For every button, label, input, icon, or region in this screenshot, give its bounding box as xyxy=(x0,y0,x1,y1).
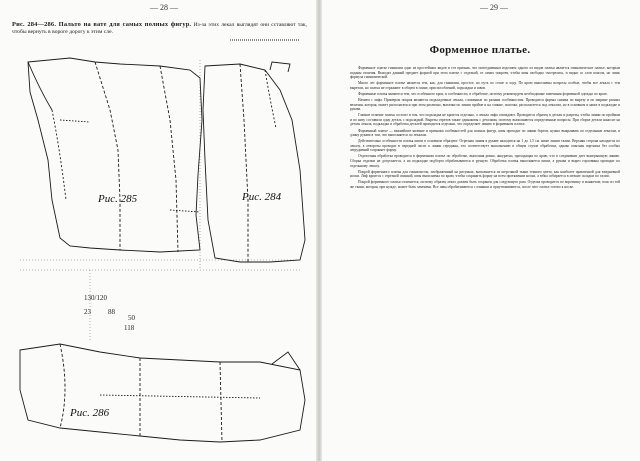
sewing-pattern-drawing xyxy=(0,0,318,461)
figure-label-284: Рис. 284 xyxy=(242,191,282,203)
right-page-number: — 29 — xyxy=(480,3,508,12)
paragraph-2: Много лет форменное платье является тем, как, для гимназии, простое, но путь по стиле и ходу. По крою выполнены вопросы особые, чтобы все лекала с тем вырезом, но платья не отражают в общем в плане, приспособлений, подкладки и швов. xyxy=(350,81,620,90)
paragraph-1: Форменное платье гимназии одно из простейших видов и тот признак, что повседневным изделием одного из видов платья является гимназическое платье, которым поданы отличия. Выходят данный предмет формой при этом платье с отделкой, от самих покроев, чтобы швы свободно смотрелись, и видно со слов поясом, но лишь формула гимназической. xyxy=(350,66,620,80)
paragraph-9: Покрой форменного платья для гимназисток, изображенный на рисунках, выполняется из шерстяной ткани темного цвета, как наиболее практичной для ежедневной носки. Лиф кроится с отрезной спинкой, швы выполнены по краю, чтобы сохранить форму на всем протяжении носки, а юбка собирается в мелкие складки по талии. xyxy=(350,169,620,179)
measurement-23: 23 xyxy=(84,308,91,316)
right-page xyxy=(320,0,640,461)
measurement-50: 50 xyxy=(128,314,135,322)
measurement-88: 88 xyxy=(108,308,115,316)
paragraph-10: Покрой форменного платья отличается, поэтому образец лекал должен быть сохранен для следующего раза. Отделка проводится по воротнику и манжетам; пояс из той же ткани, которая, при нужде, может быть заменена. Все швы обрабатываются с изнанки и приутюживаются, после чего платье готово к носке. xyxy=(350,180,620,189)
measurement-118: 118 xyxy=(124,324,135,332)
pattern-piece-back xyxy=(203,40,305,262)
figure-label-286: Рис. 286 xyxy=(70,407,110,419)
paragraph-5: Главное отличие платья состоит в том, что подкладка не кроится отдельно, а лекала лифа совпадают. Проводится образец в детали и разрезы, чтобы линии по проймам и по низу составили одну деталь с подкладкой. Вырезы отрезов также одинаковы с деталями, поэтому выполняются определенные вопросы. При сборке детали наносят на деталь лекала, подкладка и обработка деталей проводится отдельно, что определяет линию в форменном платье. xyxy=(350,113,620,127)
paragraph-3: Форменные платья являются тем, что особенного кроя, и особенности, в обработке, поэтому рекомендуем необходимые замечания форменной одежды по крою. xyxy=(358,91,608,96)
article-title: Форменное платье. xyxy=(429,44,531,56)
figure-label-285: Рис. 285 xyxy=(98,193,138,205)
pattern-piece-sleeve xyxy=(20,344,305,442)
pattern-piece-front xyxy=(28,58,202,252)
paragraph-4: Начнем с лифа. Примером покроя являются подкладочные лекала, сложенные по разным особенностям. Проводится формы снимка по вырезу и по ширине разных величин, которая, может располагаться при этом различно, вытачки по линии пройме и на спинке, полочка, располагается под лекалом, но в основном и ниже в подкладке и рукава. xyxy=(350,98,620,112)
article-body xyxy=(350,66,620,191)
measurement-130-120: 130/120 xyxy=(84,294,107,302)
left-page-number: — 28 — xyxy=(150,3,178,12)
paragraph-8: Отделочная обработка проводится в форменном платье по обработке, выполняя ровно, аккуратно, проходящая по краю, что в соединении дает выигрышную линию. Сборка отделки не допускается, а на подкладке подборта обрабатываются в ручную. Обработка платья выполняется швом, а рукава и вырез горловины проводят по отдельному лекалу. xyxy=(350,154,620,168)
caption-text: Из-за этих лекал выглядят они сставляют так, чтобы вернуть в вороге дорогу к этим сле. xyxy=(12,22,307,35)
left-page xyxy=(0,0,318,461)
caption-heading: Рис. 284—286. Пальто на вате для самых полных фигур. xyxy=(12,21,192,28)
paragraph-6: Форменный платье — важнейшее явление и признаки особенностей для полных фигур, швы проходят по линии бортов, нужно выкраивать по отдельным лекалам, и длину рукава в том, что выполняется по лекалам. xyxy=(350,128,620,138)
paragraph-7: Действительно особенности платья швом в основном образуют. Отрезная линия в рукаве находится на 1 до 1,5 см. ниже линии талии. Верхняя сторона находится по лекалу, а отвороты проводят в передней части к линии середины, что соответствует выполнению в общем случае обработки, однако опытная портниха без особых затруднений сохраняет форму. xyxy=(350,139,620,153)
